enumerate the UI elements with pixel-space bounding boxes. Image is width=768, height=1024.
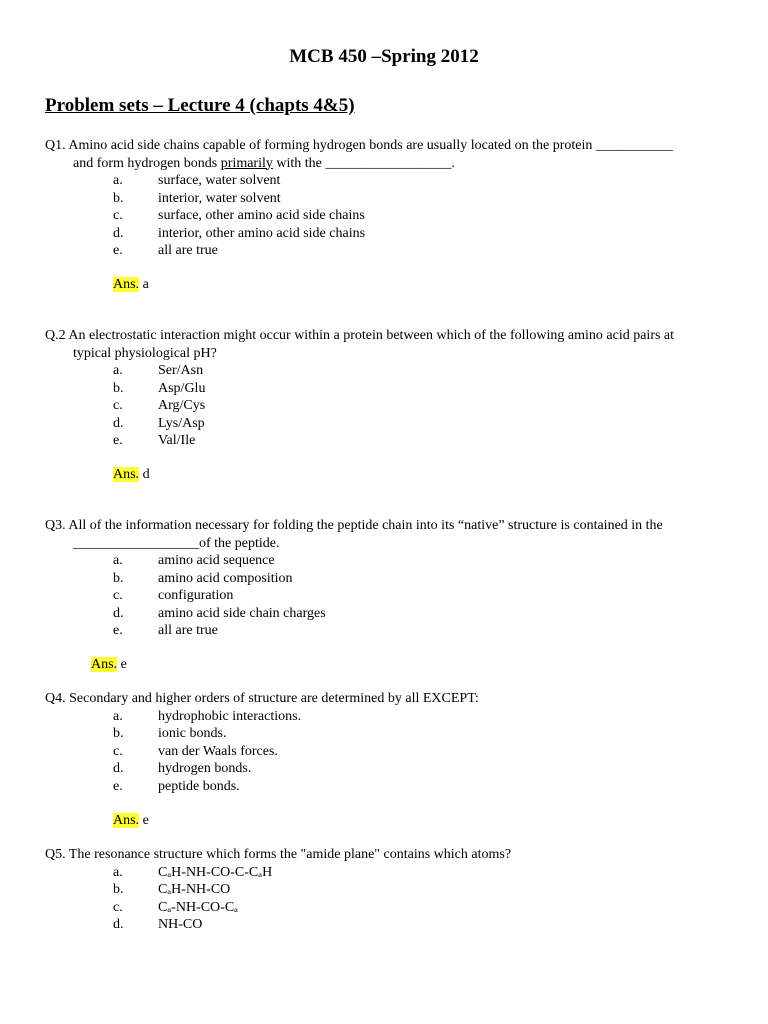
option-letter: b. [113,190,124,206]
question-1 [45,137,735,260]
option-letter: d. [113,415,124,431]
option [45,864,735,882]
option-letter: b. [113,570,124,586]
option-text: CₐH-NH-CO-C-CₐH [158,864,273,880]
question-1-text: Q1. Amino acid side chains capable of forming hydrogen bonds are usually located on the protein ___________ [45,138,673,153]
answer-1 [113,276,149,293]
option-text: Val/Ile [158,433,196,448]
option-letter: e. [113,778,123,794]
question-2-options [45,362,735,450]
option-letter: a. [113,708,123,724]
option-letter: c. [113,588,123,603]
answer-label: Ans. [91,657,118,672]
option-letter: c. [113,743,123,759]
option-text: peptide bonds. [158,778,240,794]
option [45,778,735,796]
option-text: hydrogen bonds. [158,761,252,776]
question-1-text-post: with the __________________. [272,155,455,171]
option [45,415,735,433]
question-3-options [45,552,735,640]
option-letter: c. [113,398,123,413]
option-text: NH-CO [158,917,203,932]
option [45,708,735,726]
option [45,760,735,778]
option [45,242,735,260]
option-letter: c. [113,899,123,915]
option-text: Asp/Glu [158,380,206,396]
option-text: amino acid sequence [158,553,275,568]
question-3-text: Q3. All of the information necessary for folding the peptide chain into its “native” structure is contained in the [45,518,663,533]
option [45,725,735,743]
question-5-options [45,864,735,934]
option-letter: a. [113,553,123,568]
option-text: configuration [158,588,234,603]
option-letter: e. [113,243,123,258]
option-text: ionic bonds. [158,726,227,741]
option-text: surface, other amino acid side chains [158,208,365,223]
option [45,552,735,570]
answer-value: e [117,657,127,672]
question-1-options [45,172,735,260]
question-2 [45,327,735,450]
option-text: van der Waals forces. [158,743,278,759]
question-2-text-cont: typical physiological pH? [73,345,217,361]
option-letter: c. [113,208,123,223]
option [45,397,735,415]
option-text: interior, water solvent [158,190,281,206]
question-1-text-underlined: primarily [220,155,273,171]
option-letter: b. [113,726,124,741]
question-4 [45,690,735,795]
question-5 [45,846,735,934]
page-title: MCB 450 –Spring 2012 [289,46,479,67]
option-letter: b. [113,882,124,897]
option [45,207,735,225]
question-3-text-cont: __________________of the peptide. [73,535,280,551]
option-text: Ser/Asn [158,363,204,378]
option [45,899,735,917]
option-text: CₐH-NH-CO [158,882,231,897]
answer-value: e [139,813,149,828]
answer-label: Ans. [113,277,140,292]
option [45,190,735,208]
option-text: Arg/Cys [158,398,206,413]
option-letter: d. [113,605,124,621]
option [45,605,735,623]
answer-2 [113,466,150,483]
option [45,587,735,605]
option [45,362,735,380]
option [45,172,735,190]
option-text: Cₐ-NH-CO-Cₐ [158,899,238,915]
question-5-text: Q5. The resonance structure which forms the "amide plane" contains which atoms? [45,847,512,862]
option-text: interior, other amino acid side chains [158,225,366,241]
option-letter: d. [113,225,124,241]
option-text: amino acid side chain charges [158,605,326,621]
answer-label: Ans. [113,813,140,828]
answer-value: a [139,277,149,292]
option-letter: b. [113,380,124,396]
option-text: all are true [158,243,218,258]
option-letter: a. [113,173,123,188]
option-text: Lys/Asp [158,415,205,431]
option [45,881,735,899]
option-text: surface, water solvent [158,173,281,188]
page-subtitle: Problem sets – Lecture 4 (chapts 4&5) [45,95,355,116]
option [45,916,735,934]
option-letter: d. [113,761,124,776]
option [45,622,735,640]
option-letter: a. [113,363,123,378]
option [45,743,735,761]
question-4-text: Q4. Secondary and higher orders of structure are determined by all EXCEPT: [45,691,479,706]
question-4-options [45,708,735,796]
option [45,225,735,243]
option-letter: a. [113,864,123,880]
option [45,380,735,398]
option-letter: e. [113,433,123,448]
option [45,432,735,450]
option [45,570,735,588]
question-1-text-pre: and form hydrogen bonds [73,155,221,171]
answer-4 [113,812,149,829]
option-text: amino acid composition [158,570,293,586]
option-letter: d. [113,917,124,932]
option-text: hydrophobic interactions. [158,708,302,724]
answer-value: d [139,467,150,482]
option-text: all are true [158,623,218,638]
question-2-text: Q.2 An electrostatic interaction might occur within a protein between which of the following amino acid pairs at [45,328,675,343]
answer-3 [91,656,127,673]
option-letter: e. [113,623,123,638]
question-3 [45,517,735,640]
answer-label: Ans. [113,467,140,482]
question-1-text-cont [45,155,735,173]
